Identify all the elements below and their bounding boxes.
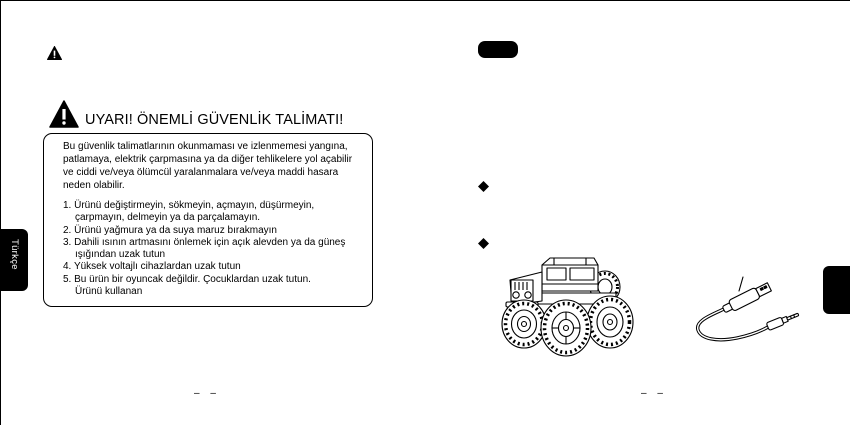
section-side-tab [823, 266, 850, 314]
list-item-line: Ürünü kullanan [75, 286, 143, 298]
truck-tire-rear [587, 296, 633, 348]
page-number-right: – – [641, 388, 663, 399]
diamond-bullet-icon [478, 238, 489, 249]
list-item-line: 4. Yüksek voltajlı cihazlardan uzak tutun [63, 261, 241, 273]
list-item-line: 2. Ürünü yağmura ya da suya maruz bırakmayın [63, 224, 277, 236]
usb-charging-cable-illustration [691, 271, 806, 346]
section-label-pill [478, 41, 518, 58]
list-item-line: 3. Dahili ısının artmasını önlemek için açık alevden ya da güneş [63, 236, 346, 248]
warning-icon [49, 100, 79, 128]
page-number-left: – – [194, 388, 216, 399]
cable-cord [698, 309, 768, 340]
language-side-tab [1, 229, 28, 291]
diamond-bullet-icon [478, 181, 489, 192]
truck-tire-front-left [502, 300, 546, 348]
intro-line: ve ciddi ve/veya ölümcül yaralanmalara ve/veya maddi hasara [63, 167, 339, 178]
truck-headlight [513, 292, 519, 298]
safety-rules-list [63, 200, 345, 298]
truck-cab [542, 258, 598, 291]
audio-jack-plug [766, 311, 800, 331]
intro-line: Bu güvenlik talimatlarının okunmaması ve izlenmemesi yangına, [63, 141, 348, 152]
intro-line: neden olabilir. [63, 180, 125, 191]
warning-icon [47, 46, 62, 60]
safety-intro-text [63, 140, 352, 192]
callout-line [739, 277, 743, 291]
monster-truck-illustration [494, 253, 639, 359]
language-tab-label: Türkçe [9, 239, 20, 270]
truck-tire-front-right [541, 300, 591, 356]
safety-warning-heading: UYARI! ÖNEMLİ GÜVENLİK TALİMATI! [85, 112, 344, 128]
intro-line: patlamaya, elektrik çarpmasına ya da diğer tehlikelere yol açabilir [63, 154, 353, 165]
list-item-line: çarpmayın, delmeyin ya da parçalamayın. [75, 212, 261, 224]
list-item-line: 1. Ürünü değiştirmeyin, sökmeyin, açmayın, düşürmeyin, [63, 200, 315, 211]
truck-headlight [525, 292, 531, 298]
list-item-line: 5. Bu ürün bir oyuncak değildir. Çocuklardan uzak tutun. [63, 273, 311, 285]
usb-plug [721, 281, 772, 315]
list-item-line: ışığından uzak tutun [75, 249, 166, 261]
